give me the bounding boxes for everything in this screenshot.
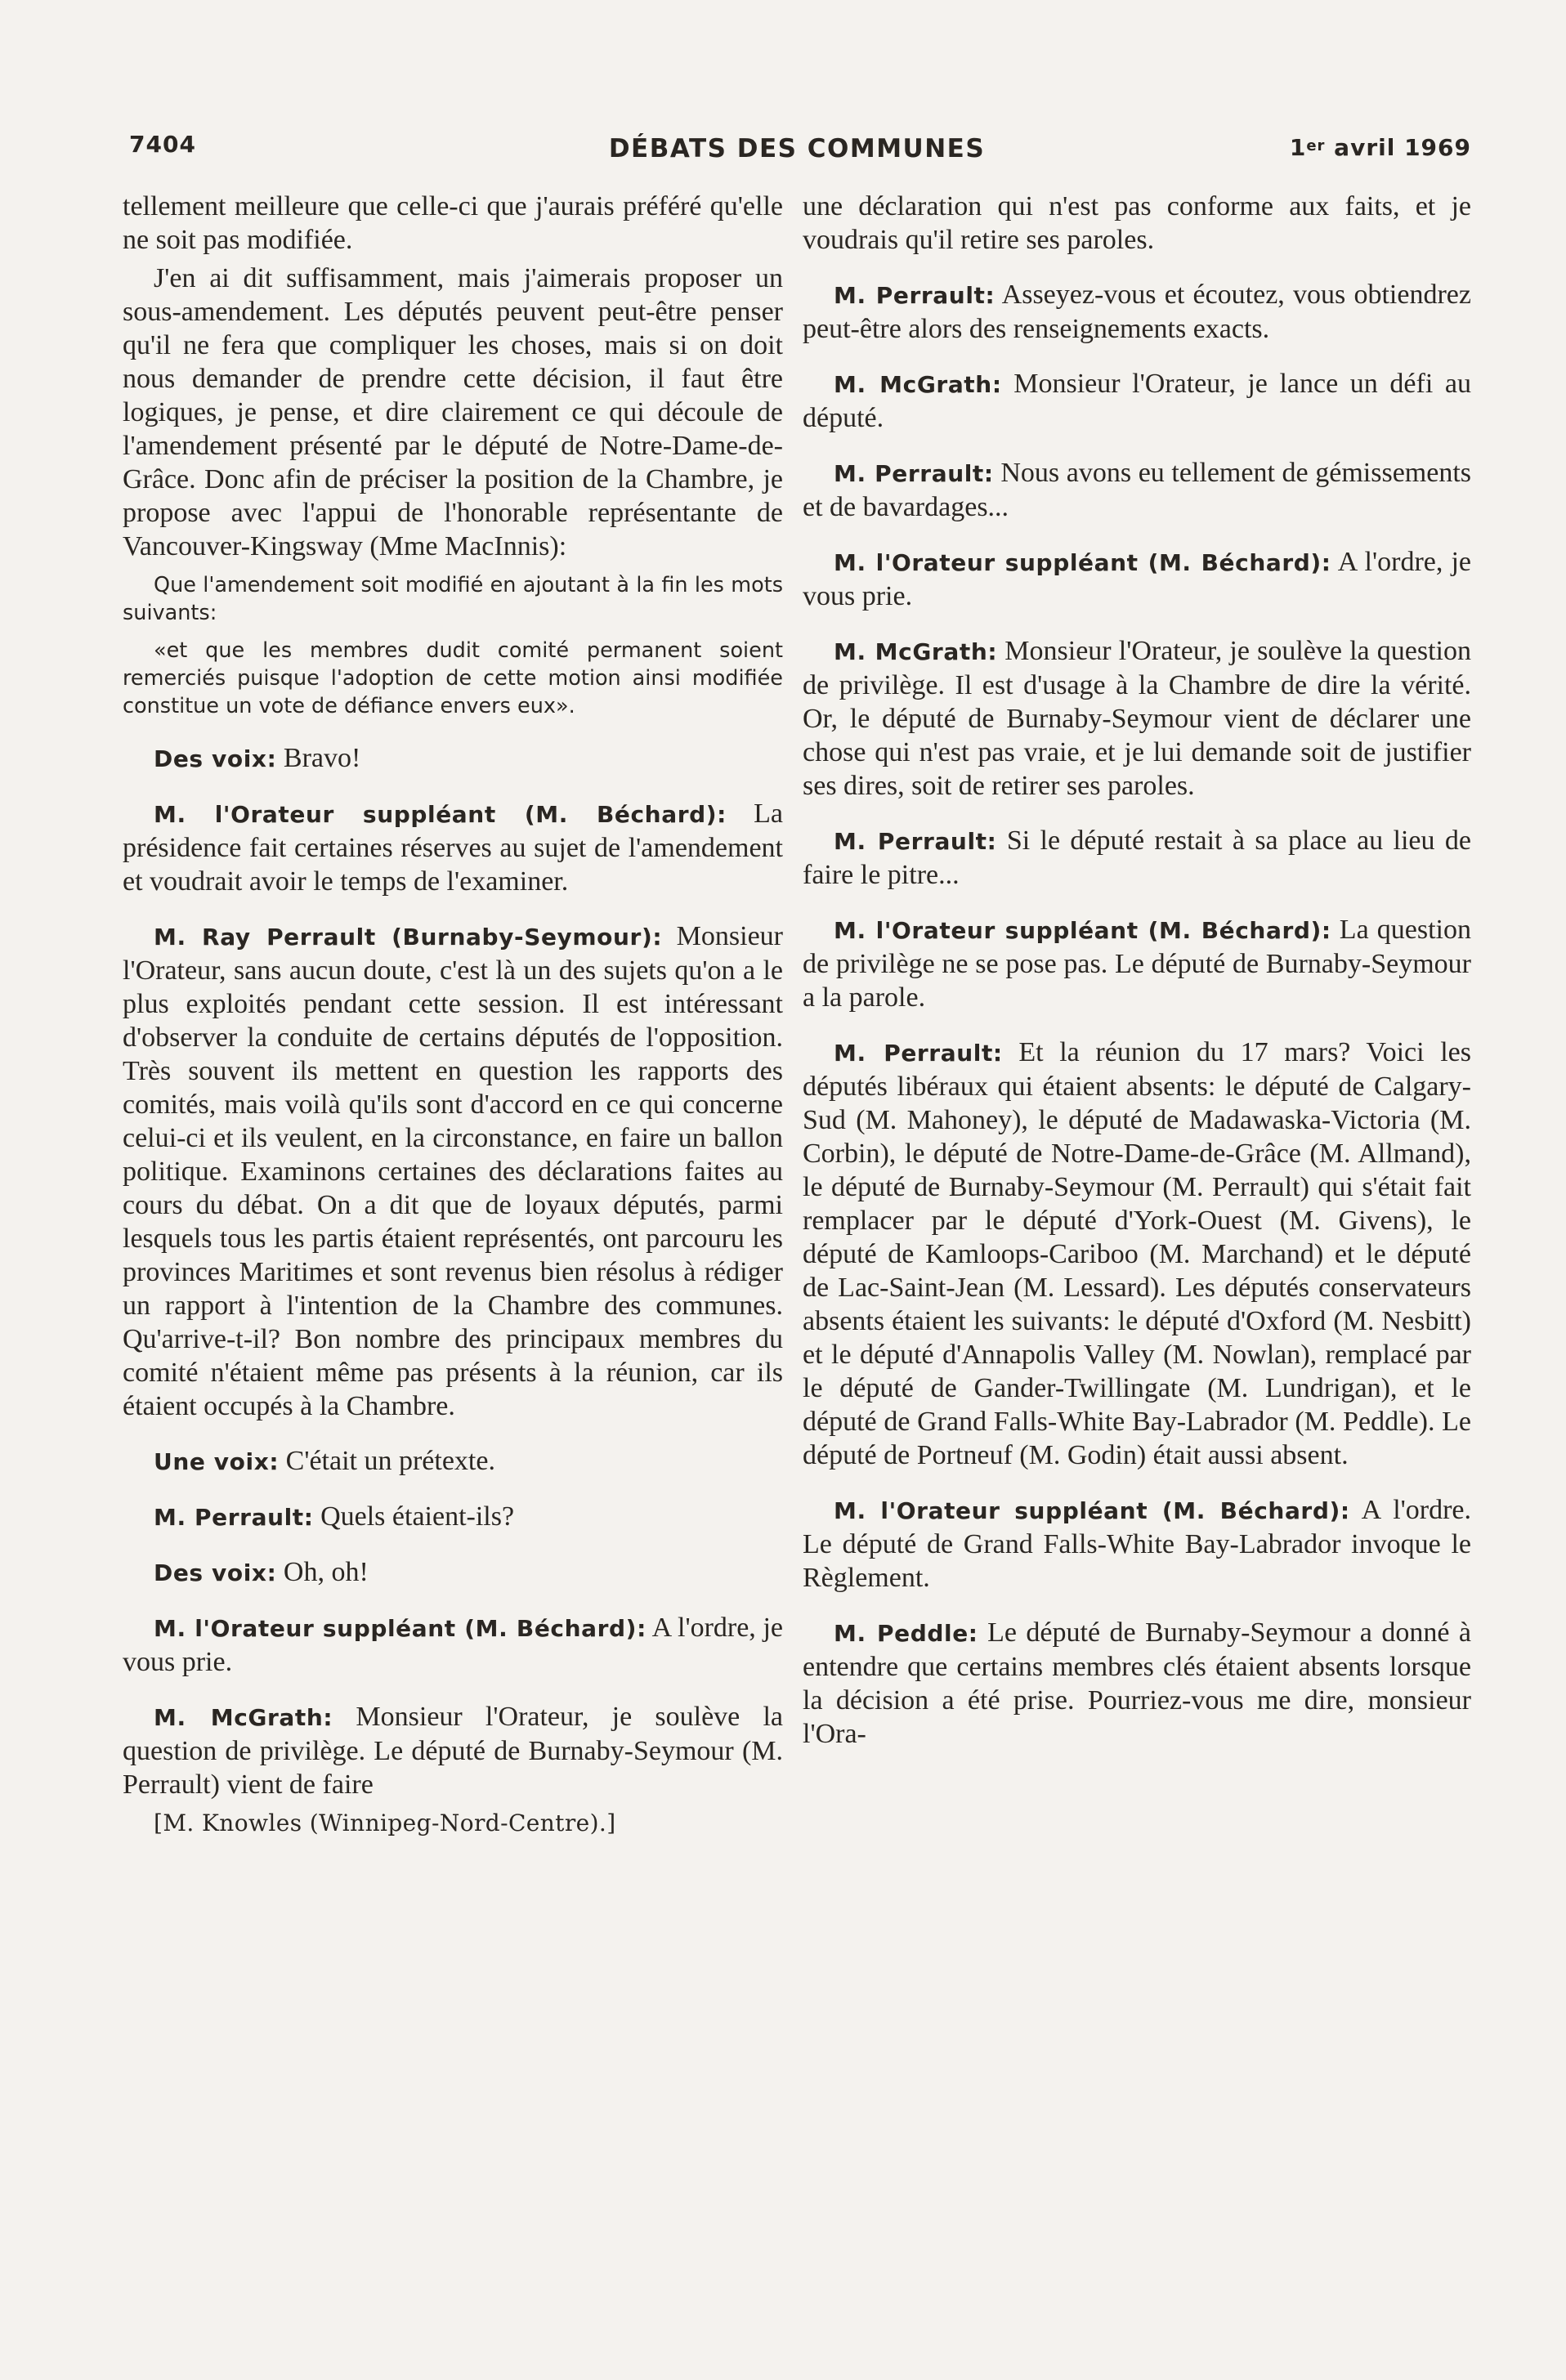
speech xyxy=(803,1493,1471,1595)
paragraph: une déclaration qui n'est pas conforme aux faits, et je voudrais qu'il retire ses paroles. xyxy=(803,191,1471,255)
speaker-name: M. McGrath: xyxy=(154,1704,333,1731)
speech xyxy=(123,741,783,776)
speech-text: Monsieur l'Orateur, sans aucun doute, c'est là un des sujets qu'on a le plus exploités pendant cette session. Il est intéressant d'observer la conduite de certains députés de l'opposition. Très souvent ils mettent en question les rapports des comités, mais voilà qu'ils sont d'accord en ce qui concerne celui-ci et ils veulent, en la circonstance, en faire un ballon politique. Examinons certaines des déclarations faites au cours du débat. On a dit que de loyaux députés, parmi lesquels tous les partis étaient représentés, ont parcouru les provinces Maritimes et sont revenus bien résolus à rédiger un rapport à l'intention de la Chambre des communes. Qu'arrive-t-il? Bon nombre des principaux membres du comité n'étaient même pas présents à la réunion, car ils étaient occupés à la Chambre. xyxy=(123,921,783,1421)
speech xyxy=(123,1444,783,1479)
speaker-name: M. Perrault: xyxy=(834,282,996,309)
speaker-name: M. Perrault: xyxy=(834,460,994,487)
speaker-attribution: [M. Knowles (Winnipeg-Nord-Centre).] xyxy=(154,1810,616,1836)
speech-text: La question de privilège ne se pose pas. Le député de Burnaby-Seymour a la parole. xyxy=(803,915,1471,1013)
speaker-name: M. McGrath: xyxy=(834,638,998,665)
speech-text: Monsieur l'Orateur, je soulève la question de privilège. Le député de Burnaby-Seymour (M. Perrault) vient de faire xyxy=(123,1702,784,1800)
quoted-motion: Que l'amendement soit modifié en ajoutant à la fin les mots suivants: xyxy=(123,573,783,625)
date-day: 1 xyxy=(1289,134,1307,161)
speech-text: Quels étaient-ils? xyxy=(313,1501,515,1532)
speech-text: Nous avons eu tellement de gémissements et de bavardages... xyxy=(803,458,1472,522)
speech xyxy=(123,1700,783,1801)
left-column xyxy=(123,190,783,1837)
date-rest: avril 1969 xyxy=(1325,134,1471,161)
date-ordinal: er xyxy=(1306,137,1326,154)
paragraph: J'en ai dit suffisamment, mais j'aimerais proposer un sous-amendement. Les députés peuvent peut-être penser qu'il ne fera que compliquer les choses, mais si on doit nous demander de prendre cette décision, il faut être logiques, je pense, et dire clairement ce qui découle de l'amendement présenté par le député de Notre-Dame-de-Grâce. Donc afin de préciser la position de la Chambre, je propose avec l'appui de l'honorable représentante de Vancouver-Kingsway (Mme MacInnis): xyxy=(123,263,783,561)
speech xyxy=(803,278,1471,346)
speech xyxy=(123,1611,783,1679)
page-header xyxy=(123,131,1471,172)
speech xyxy=(803,367,1471,435)
speech-text: Si le député restait à sa place au lieu de faire le pitre... xyxy=(803,825,1471,890)
speech xyxy=(803,456,1471,524)
speech-text: Le député de Burnaby-Seymour a donné à entendre que certains membres clés étaient absents lorsque la décision a été prise. Pourriez-vous me dire, monsieur l'Ora- xyxy=(803,1617,1471,1749)
speech xyxy=(803,1036,1471,1472)
speech xyxy=(803,1616,1471,1751)
speaker-name: M. Peddle: xyxy=(834,1620,978,1647)
paragraph: tellement meilleure que celle-ci que j'aurais préféré qu'elle ne soit pas modifiée. xyxy=(123,191,783,255)
speech xyxy=(123,1555,783,1590)
speaker-name: M. l'Orateur suppléant (M. Béchard): xyxy=(834,549,1331,576)
speech-text: A l'ordre, je vous prie. xyxy=(803,547,1471,611)
speech-text: Oh, oh! xyxy=(276,1557,369,1587)
right-column xyxy=(803,190,1471,1751)
speech xyxy=(123,797,783,898)
speech-text: Monsieur l'Orateur, je soulève la question de privilège. Il est d'usage à la Chambre de dire la vérité. Or, le député de Burnaby-Seymour vient de déclarer une chose qui n'est pas vraie, et je lui demande soit de justifier ses dires, soit de retirer ses paroles. xyxy=(803,636,1471,801)
speech-text: Monsieur l'Orateur, je lance un défi au député. xyxy=(803,369,1471,433)
speaker-name: M. l'Orateur suppléant (M. Béchard): xyxy=(834,917,1331,944)
speech-text: La présidence fait certaines réserves au sujet de l'amendement et voudrait avoir le temps de l'examiner. xyxy=(123,799,783,897)
quoted-motion: «et que les membres dudit comité permanent soient remerciés puisque l'adoption de cette motion ainsi modifiée constitue un vote de défiance envers eux». xyxy=(123,638,783,718)
page-date xyxy=(1290,134,1471,161)
speech-text: C'était un prétexte. xyxy=(279,1446,495,1476)
speaker-name: M. Perrault: xyxy=(834,828,997,855)
speaker-name: Des voix: xyxy=(154,1559,277,1586)
speech xyxy=(803,913,1471,1014)
speech-text: Et la réunion du 17 mars? Voici les députés libéraux qui étaient absents: le député de Calgary-Sud (M. Mahoney), le député de Madawaska-Victoria (M. Corbin), le député de Notre-Dame-de-Grâce (M. Allmand), le député de Burnaby-Seymour (M. Perrault) qui s'était fait remplacer par le député d'York-Ouest (M. Givens), le député de Kamloops-Cariboo (M. Marchand) et le député de Lac-Saint-Jean (M. Lessard). Les députés conservateurs absents étaient les suivants: le député d'Oxford (M. Nesbitt) et le député d'Annapolis Valley (M. Nowlan), remplacé par le député de Gander-Twillingate (M. Lundrigan), et le député de Grand Falls-White Bay-Labrador (M. Peddle). Le député de Portneuf (M. Godin) était aussi absent. xyxy=(803,1037,1471,1470)
speaker-name: Une voix: xyxy=(154,1448,280,1475)
speaker-name: M. Perrault: xyxy=(834,1040,1003,1067)
page-number: 7404 xyxy=(129,131,196,158)
speaker-name: M. l'Orateur suppléant (M. Béchard): xyxy=(154,1615,647,1642)
speaker-name: Des voix: xyxy=(154,745,277,772)
speech-text: Asseyez-vous et écoutez, vous obtiendrez peut-être alors des renseignements exacts. xyxy=(803,280,1471,344)
speech-text: Bravo! xyxy=(276,743,361,773)
speaker-name: M. l'Orateur suppléant (M. Béchard): xyxy=(154,801,727,828)
speech xyxy=(803,545,1471,613)
speaker-name: M. McGrath: xyxy=(834,371,1002,398)
speech-text: A l'ordre, je vous prie. xyxy=(123,1613,783,1677)
speaker-name: M. Perrault: xyxy=(154,1504,314,1531)
speech xyxy=(123,919,783,1423)
speaker-name: M. Ray Perrault (Burnaby-Seymour): xyxy=(154,924,663,951)
speech xyxy=(803,824,1471,892)
journal-title: DÉBATS DES COMMUNES xyxy=(608,134,986,163)
speech-text: A l'ordre. Le député de Grand Falls-White Bay-Labrador invoque le Règlement. xyxy=(803,1495,1471,1593)
speech xyxy=(803,634,1471,803)
speech xyxy=(123,1500,783,1534)
speaker-name: M. l'Orateur suppléant (M. Béchard): xyxy=(834,1497,1350,1524)
